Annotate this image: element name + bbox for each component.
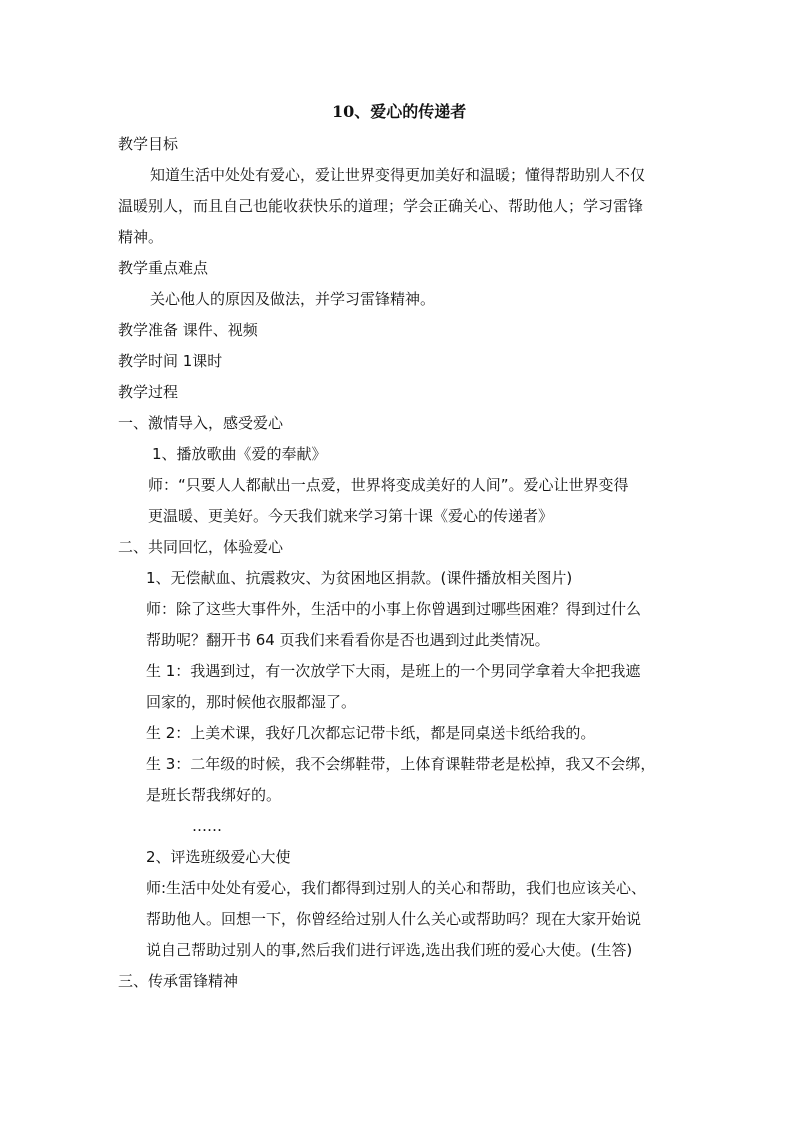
dialogue-line: 生 1：我遇到过，有一次放学下大雨，是班上的一个男同学拿着大伞把我遮 [146,662,641,680]
section-heading: 教学过程 [118,383,179,401]
ellipsis: …… [192,817,222,835]
paragraph-line: 知道生活中处处有爱心，爱让世界变得更加美好和温暖；懂得帮助别人不仅 [150,166,646,184]
dialogue-line: 回家的，那时候他衣服都湿了。 [146,693,357,711]
section-heading: 教学重点难点 [118,259,209,277]
lesson-title: 10、爱心的传递者 [332,102,467,121]
section-heading: 教学时间 1课时 [118,352,223,370]
step-line: 1、无偿献血、抗震救灾、为贫困地区捐款。(课件播放相关图片) [146,569,573,587]
step-line: 2、评选班级爱心大使 [146,848,291,866]
dialogue-line: 师：“只要人人都献出一点爱，世界将变成美好的人间”。爱心让世界变得 [148,476,629,494]
dialogue-line: 是班长帮我绑好的。 [146,786,282,804]
section-heading: 教学准备 课件、视频 [118,321,258,339]
dialogue-line: 更温暖、更美好。今天我们就来学习第十课《爱心的传递者》 [148,507,554,525]
dialogue-line: 师:生活中处处有爱心，我们都得到过别人的关心和帮助，我们也应该关心、 [146,879,647,897]
dialogue-line: 师：除了这些大事件外，生活中的小事上你曾遇到过哪些困难？得到过什么 [146,600,642,618]
section-heading: 教学目标 [118,135,179,153]
part-heading: 三、传承雷锋精神 [118,972,239,990]
dialogue-line: 生 3：二年级的时候，我不会绑鞋带，上体育课鞋带老是松掉，我又不会绑， [146,755,656,773]
paragraph-line: 温暖别人，而且自己也能收获快乐的道理；学会正确关心、帮助他人；学习雷锋 [118,197,644,215]
paragraph-line: 关心他人的原因及做法，并学习雷锋精神。 [150,290,436,308]
dialogue-line: 生 2：上美术课，我好几次都忘记带卡纸，都是同桌送卡纸给我的。 [146,724,596,742]
dialogue-line: 帮助呢？翻开书 64 页我们来看看你是否也遇到过此类情况。 [146,631,550,649]
part-heading: 一、激情导入，感受爱心 [118,414,284,432]
paragraph-line: 精神。 [118,228,164,246]
step-line: 1、播放歌曲《爱的奉献》 [152,445,327,463]
dialogue-line: 说自己帮助过别人的事,然后我们进行评选,选出我们班的爱心大使。(生答) [146,941,633,959]
dialogue-line: 帮助他人。回想一下，你曾经给过别人什么关心或帮助吗？现在大家开始说 [146,910,642,928]
part-heading: 二、共同回忆，体验爱心 [118,538,284,556]
